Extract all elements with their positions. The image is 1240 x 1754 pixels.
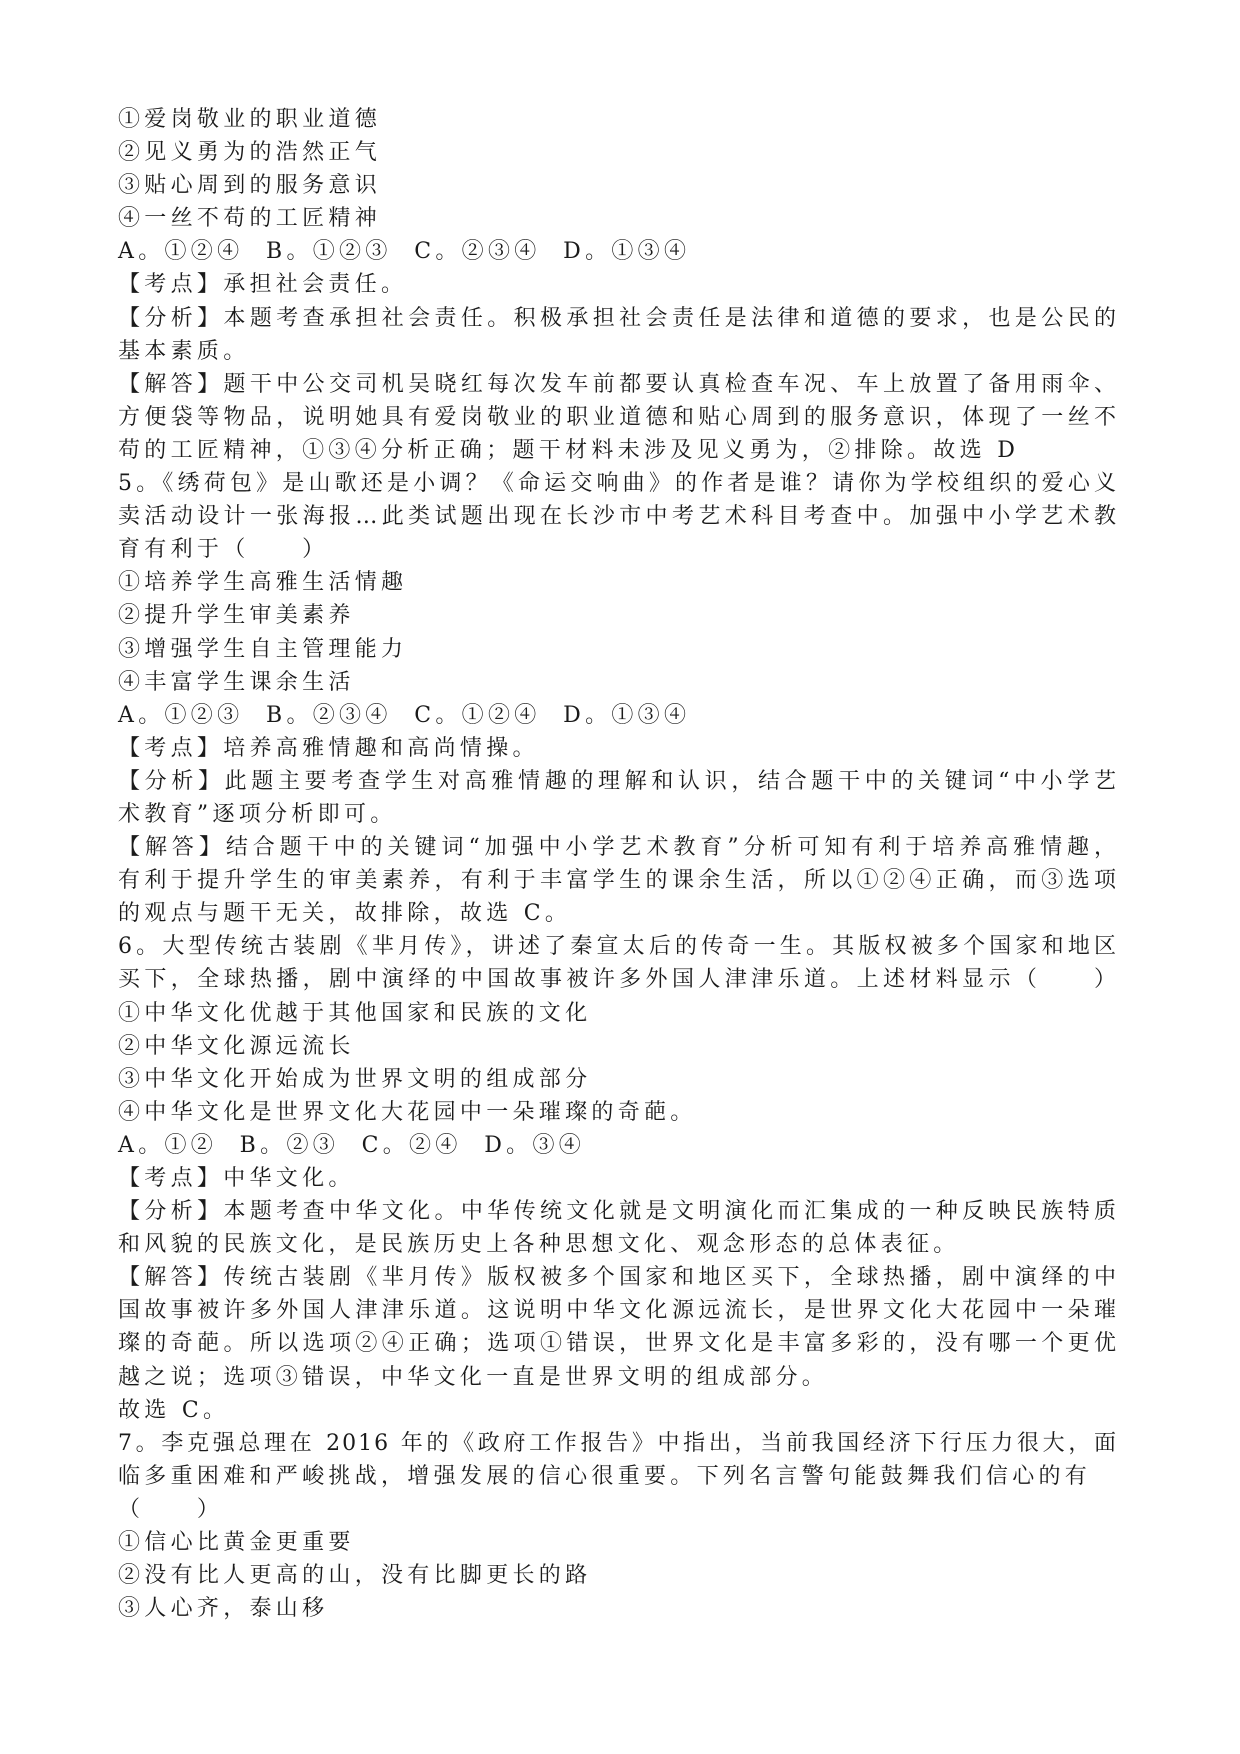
option-line: ②见义勇为的浩然正气 — [118, 140, 382, 166]
answer-choices: A。①②④ B。①②③ C。②③④ D。①③④ — [118, 239, 691, 265]
jieda-line: 【解答】题干中公交司机吴晓红每次发车前都要认真检查车况、车上放置了备用雨伞、 — [118, 371, 1118, 397]
fenxi-line: 【分析】本题考查中华文化。中华传统文化就是文明演化而汇集成的一种反映民族特质 — [118, 1199, 1118, 1225]
option-line: ③人心齐，泰山移 — [118, 1596, 329, 1622]
question-line: 5。《绣荷包》是山歌还是小调？《命运交响曲》的作者是谁？请你为学校组织的爱心义 — [118, 471, 1118, 497]
question-line: 卖活动设计一张海报…此类试题出现在长沙市中考艺术科目考查中。加强中小学艺术教 — [118, 504, 1118, 530]
question-line: 临多重困难和严峻挑战，增强发展的信心很重要。下列名言警句能鼓舞我们信心的有 — [118, 1463, 1092, 1489]
jieda-line: 有利于提升学生的审美素养，有利于丰富学生的课余生活，所以①②④正确，而③选项 — [118, 868, 1118, 894]
question-line: 育有利于（ ） — [118, 537, 329, 563]
option-line: ③增强学生自主管理能力 — [118, 636, 408, 662]
jieda-line: 故选 C。 — [118, 1397, 230, 1423]
kaodian-line: 【考点】培养高雅情趣和高尚情操。 — [118, 735, 539, 761]
question-line: 买下，全球热播，剧中演绎的中国故事被许多外国人津津乐道。上述材料显示（ ） — [118, 967, 1118, 993]
question-line: 7。李克强总理在 2016 年的《政府工作报告》中指出，当前我国经济下行压力很大，面 — [118, 1430, 1118, 1456]
fenxi-line: 基本素质。 — [118, 338, 250, 364]
fenxi-line: 术教育”逐项分析即可。 — [118, 801, 397, 827]
answer-choices: A。①②③ B。②③④ C。①②④ D。①③④ — [118, 702, 691, 728]
option-line: ①中华文化优越于其他国家和民族的文化 — [118, 1000, 592, 1026]
jieda-line: 苟的工匠精神，①③④分析正确；题干材料未涉及见义勇为，②排除。故选 D — [118, 437, 1020, 463]
jieda-line: 【解答】传统古装剧《芈月传》版权被多个国家和地区买下，全球热播，剧中演绎的中 — [118, 1265, 1118, 1291]
option-line: ③贴心周到的服务意识 — [118, 173, 382, 199]
option-line: ①爱岗敬业的职业道德 — [118, 107, 382, 132]
question-line: （ ） — [118, 1496, 224, 1522]
jieda-line: 方便袋等物品，说明她具有爱岗敬业的职业道德和贴心周到的服务意识，体现了一丝不 — [118, 404, 1118, 430]
kaodian-line: 【考点】中华文化。 — [118, 1166, 355, 1191]
fenxi-line: 【分析】本题考查承担社会责任。积极承担社会责任是法律和道德的要求，也是公民的 — [118, 305, 1118, 331]
option-line: ④一丝不苟的工匠精神 — [118, 206, 382, 232]
answer-choices: A。①② B。②③ C。②④ D。③④ — [118, 1132, 586, 1158]
fenxi-line: 和风貌的民族文化，是民族历史上各种思想文化、观念形态的总体表征。 — [118, 1232, 960, 1258]
document-page — [118, 103, 1118, 1625]
option-line: ①信心比黄金更重要 — [118, 1530, 355, 1556]
fenxi-line: 【分析】此题主要考查学生对高雅情趣的理解和认识，结合题干中的关键词“中小学艺 — [118, 768, 1118, 794]
option-line: ②中华文化源远流长 — [118, 1033, 355, 1059]
option-line: ④丰富学生课余生活 — [118, 669, 355, 695]
jieda-line: 越之说；选项③错误，中华文化一直是世界文明的组成部分。 — [118, 1364, 829, 1390]
jieda-line: 璨的奇葩。所以选项②④正确；选项①错误，世界文化是丰富多彩的，没有哪一个更优 — [118, 1331, 1118, 1357]
jieda-line: 【解答】结合题干中的关键词“加强中小学艺术教育”分析可知有利于培养高雅情趣， — [118, 835, 1118, 861]
jieda-line: 国故事被许多外国人津津乐道。这说明中华文化源远流长，是世界文化大花园中一朵璀 — [118, 1298, 1118, 1324]
option-line: ④中华文化是世界文化大花园中一朵璀璨的奇葩。 — [118, 1099, 697, 1125]
option-line: ②没有比人更高的山，没有比脚更长的路 — [118, 1563, 592, 1589]
option-line: ③中华文化开始成为世界文明的组成部分 — [118, 1066, 592, 1092]
option-line: ①培养学生高雅生活情趣 — [118, 570, 408, 596]
question-line: 6。大型传统古装剧《芈月传》，讲述了秦宣太后的传奇一生。其版权被多个国家和地区 — [118, 934, 1118, 960]
jieda-line: 的观点与题干无关，故排除，故选 C。 — [118, 901, 572, 927]
option-line: ②提升学生审美素养 — [118, 603, 355, 629]
kaodian-line: 【考点】承担社会责任。 — [118, 272, 408, 298]
